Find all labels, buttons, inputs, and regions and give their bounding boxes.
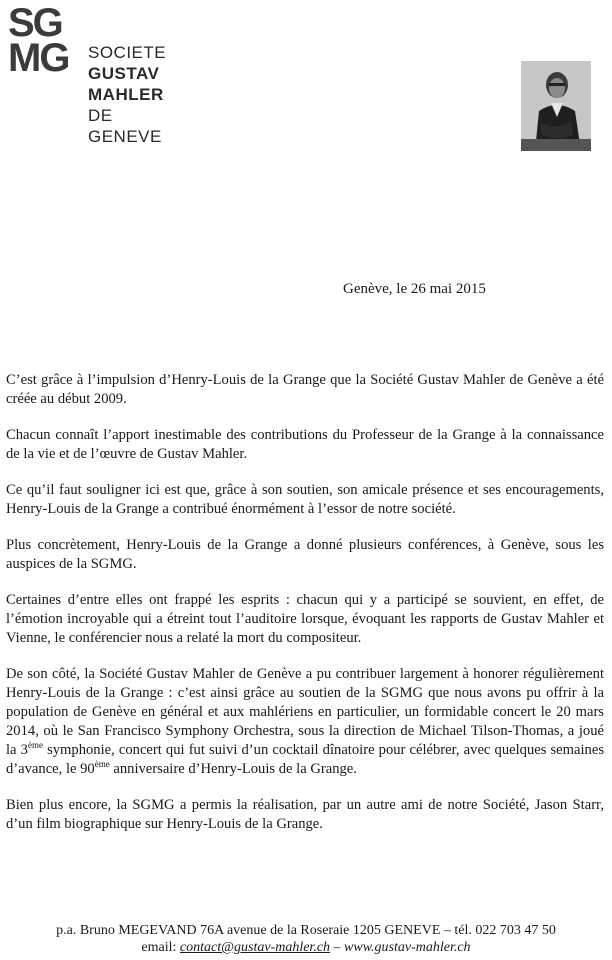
paragraph-7: Bien plus encore, la SGMG a permis la réalisation, par un autre ami de notre Société, Jason Starr, d’un film biographique sur Henry-Louis de la Grange.: [6, 797, 604, 832]
footer-email-label: email:: [141, 940, 180, 955]
logo-word-geneve: GENEVE: [88, 127, 162, 146]
paragraph-3: Ce qu’il faut souligner ici est que, grâce à son soutien, son amicale présence et ses encouragements, Henry-Louis de la Grange a contribué énormément à l’essor de notre société.: [6, 482, 604, 517]
logo-word-gustav: GUSTAV: [88, 64, 160, 83]
paragraph-6-part-b: symphonie, concert qui fut suivi d’un cocktail dînatoire pour célébrer, avec quelques semaines d’avance, le 90: [6, 742, 604, 777]
paragraph-6-part-a: De son côté, la Société Gustav Mahler de Genève a pu contribuer largement à honorer régulièrement Henry-Louis de la Grange : c’est ainsi grâce au soutien de la SGMG que nous avons pu offrir à la population de Genève en général et aux mahlériens en particulier, un formidable concert le 20 mars 2014, où le San Francisco Symphony Orchestra, sous la direction de Michael Tilson-Thomas, a joué la 3: [6, 666, 604, 758]
logo-word-mahler: MAHLER: [88, 85, 164, 104]
portrait-photo-icon: [521, 61, 591, 151]
footer-separator: –: [330, 940, 345, 955]
footer-email-link[interactable]: contact@gustav-mahler.ch: [179, 940, 331, 955]
footer-address: p.a. Bruno MEGEVAND 76A avenue de la Roseraie 1205 GENEVE – tél. 022 703 47 50: [56, 923, 556, 938]
logo-wordmark: [88, 42, 166, 147]
footer-website[interactable]: www.gustav-mahler.ch: [344, 940, 471, 955]
letter-footer: [0, 922, 612, 956]
paragraph-6: [6, 665, 604, 779]
footer-contact-line: [0, 939, 612, 956]
paragraph-4: Plus concrètement, Henry-Louis de la Grange a donné plusieurs conférences, à Genève, sous les auspices de la SGMG.: [6, 537, 604, 572]
paragraph-1: C’est grâce à l’impulsion d’Henry-Louis de la Grange que la Société Gustav Mahler de Genève a été créée au début 2009.: [6, 372, 604, 407]
logo-monogram: [8, 1, 88, 80]
superscript-eme-1: ème: [27, 740, 43, 750]
logo-letters-top: SG: [8, 1, 62, 45]
paragraph-5: Certaines d’entre elles ont frappé les esprits : chacun qui y a participé se souvient, en effet, de l’émotion incroyable qui a étreint tout l’auditoire lorsque, évoquant les rapports de Gustav Mahler et Vienne, le conférencier nous a relaté la mort du compositeur.: [6, 592, 604, 646]
logo-letters-bottom: MG: [8, 36, 69, 80]
paragraph-6-part-c: anniversaire d’Henry-Louis de la Grange.: [109, 761, 357, 777]
letter-body: [6, 371, 604, 851]
letter-date: Genève, le 26 mai 2015: [343, 281, 486, 297]
superscript-eme-2: ème: [94, 759, 110, 769]
logo-word-de: DE: [88, 106, 113, 125]
logo-word-societe: SOCIETE: [88, 43, 167, 62]
paragraph-2: Chacun connaît l’apport inestimable des contributions du Professeur de la Grange à la connaissance de la vie et de l’œuvre de Gustav Mahler.: [6, 427, 604, 462]
society-logo: [8, 1, 178, 156]
